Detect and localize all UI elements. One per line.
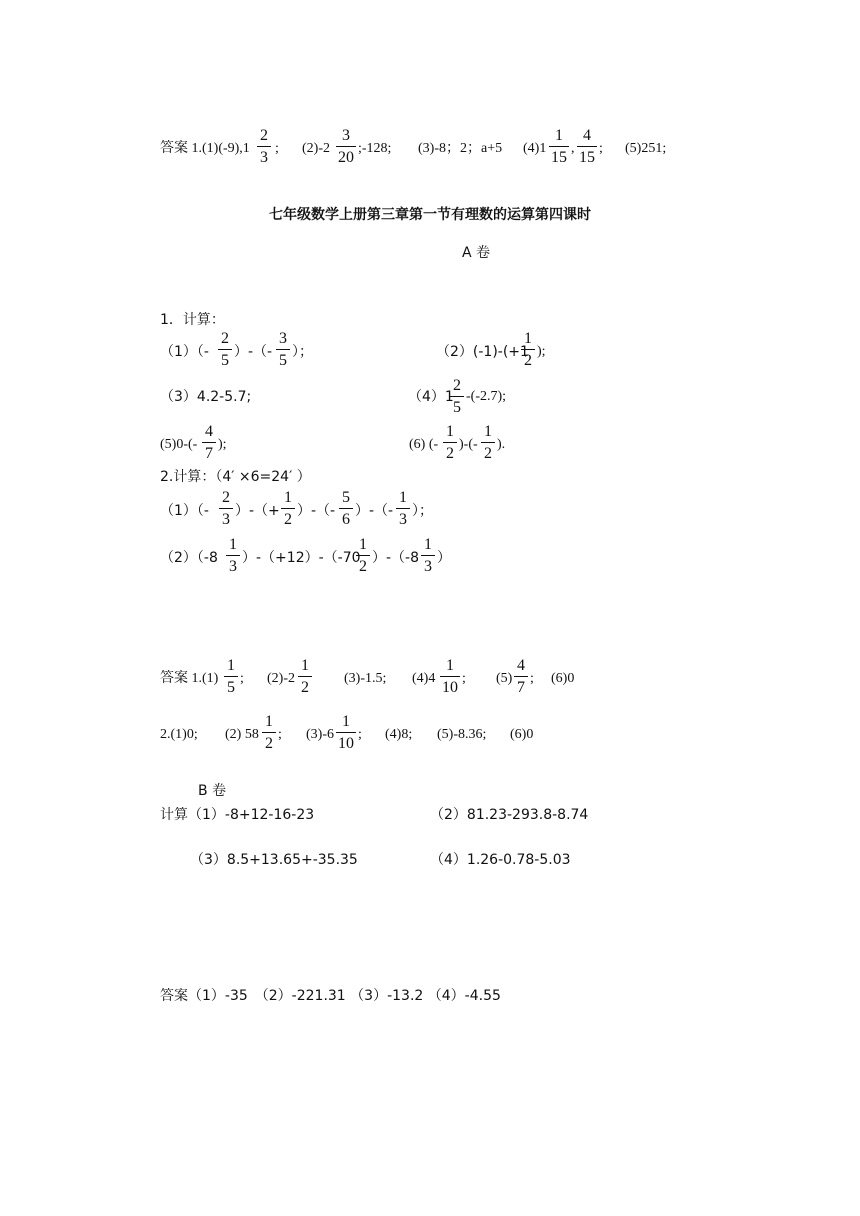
answer-part: (4)1	[523, 141, 547, 156]
fraction: $\frac{1}{10}$	[338, 713, 354, 752]
item-text: ）-（+12）-（-70	[242, 550, 361, 566]
fraction: $\frac{3}{5}$	[276, 331, 290, 369]
separator: ;	[530, 671, 534, 686]
fraction: $\frac{1}{2}$	[281, 490, 295, 528]
separator: ;	[599, 141, 603, 156]
fraction: $\frac{1}{3}$	[421, 537, 435, 575]
fraction: $\frac{1}{2}$	[521, 331, 535, 369]
b-item-4: （4）1.26-0.78-5.03	[430, 852, 571, 868]
item-text: ）-（-8	[372, 550, 420, 566]
item-text: （1）（-	[160, 344, 209, 360]
separator: ,	[571, 141, 575, 156]
question-2-heading: 2.计算：（4′ ×6=24′ ）	[160, 469, 311, 485]
item-text: ).	[497, 437, 506, 452]
item-text: )-(-	[459, 437, 478, 452]
item-text: （2）(-1)-(+1	[436, 344, 529, 360]
answer-part: (5)	[496, 671, 513, 686]
item-text: );	[537, 344, 546, 359]
item-text: （2）（-8	[160, 550, 218, 566]
fraction: $\frac{1}{2}$	[356, 537, 370, 575]
fraction: $\frac{1}{3}$	[396, 490, 410, 528]
fraction: $\frac{2}{3}$	[219, 490, 233, 528]
fraction: $\frac{1}{3}$	[226, 537, 240, 575]
b-item-1: 计算（1）-8+12-16-23	[160, 807, 315, 823]
section-a-heading: A 卷	[462, 245, 491, 261]
separator: ;	[358, 727, 362, 742]
answer-part: ;-128;	[358, 141, 392, 156]
answer-part: (2)-2	[302, 141, 330, 156]
fraction: $\frac{4}{15}$	[579, 127, 595, 166]
answer-part: (5)251;	[625, 141, 667, 156]
answer-part: (6)0	[551, 671, 575, 686]
b-item-2: （2）81.23-293.8-8.74	[430, 807, 589, 823]
b-item-3: （3）8.5+13.65+-35.35	[190, 852, 358, 868]
section-b-heading: B 卷	[198, 783, 227, 799]
fraction: $\frac{1}{2}$	[262, 714, 276, 752]
fraction: $\frac{3}{20}$	[338, 127, 354, 166]
answer-part: (4)8;	[385, 727, 413, 742]
item-text: ）；	[292, 344, 313, 360]
item-text: -(-2.7);	[466, 389, 507, 404]
answer-line-1	[0, 128, 860, 188]
answer-part: (2) 58	[225, 727, 259, 742]
separator: ;	[462, 671, 466, 686]
answer-part: 答案 1.(1)	[160, 671, 219, 686]
question-2-row-2	[0, 537, 860, 597]
fraction: $\frac{1}{5}$	[224, 658, 238, 696]
fraction: $\frac{2}{3}$	[257, 128, 271, 166]
answer-part: (6)0	[510, 727, 534, 742]
answer-part: (3)-1.5;	[344, 671, 387, 686]
item-text: ）-（+	[235, 503, 280, 519]
item-text: (5)0-(-	[160, 437, 198, 452]
fraction: $\frac{1}{2}$	[481, 424, 495, 462]
fraction: $\frac{2}{5}$	[218, 331, 232, 369]
answer-part: (3)-6	[306, 727, 334, 742]
fraction: $\frac{2}{5}$	[450, 378, 464, 416]
item-text: );	[218, 437, 227, 452]
answer-line-2	[0, 658, 860, 718]
separator: ;	[240, 671, 244, 686]
answer-line-3	[0, 714, 860, 774]
fraction: $\frac{4}{7}$	[202, 424, 216, 462]
answer-label: 答案 1.(1)(-9),1	[160, 141, 250, 156]
item-text: （1）（-	[160, 503, 209, 519]
answer-part: (4)4	[412, 671, 436, 686]
item-text: （4）1	[408, 389, 454, 405]
question-1-row-3	[0, 424, 860, 484]
item-text: ）-（-	[297, 503, 336, 519]
page-title: 七年级数学上册第三章第一节有理数的运算第四课时	[269, 207, 591, 223]
answer-part: (3)-8；2；a+5	[418, 141, 503, 156]
answer-part: (2)-2	[267, 671, 295, 686]
separator: ;	[275, 141, 279, 156]
answer-line-4: 答案（1）-35 （2）-221.31 （3）-13.2 （4）-4.55	[160, 988, 501, 1004]
answer-part: 2.(1)0;	[160, 727, 198, 742]
fraction: $\frac{4}{7}$	[514, 658, 528, 696]
question-1-heading: 1．计算：	[160, 312, 225, 328]
answer-part: (5)-8.36;	[437, 727, 487, 742]
fraction: $\frac{1}{2}$	[298, 658, 312, 696]
item-text: （3）4.2-5.7;	[160, 389, 252, 405]
fraction: $\frac{1}{2}$	[443, 424, 457, 462]
fraction: $\frac{5}{6}$	[339, 490, 353, 528]
item-text: ）；	[412, 503, 433, 519]
item-text: ）-（-	[234, 344, 273, 360]
item-text: (6) (-	[409, 437, 439, 452]
separator: ;	[278, 727, 282, 742]
item-text: ）-（-	[355, 503, 394, 519]
fraction: $\frac{1}{15}$	[551, 127, 567, 166]
item-text: ）	[437, 550, 451, 566]
fraction: $\frac{1}{10}$	[442, 657, 458, 696]
